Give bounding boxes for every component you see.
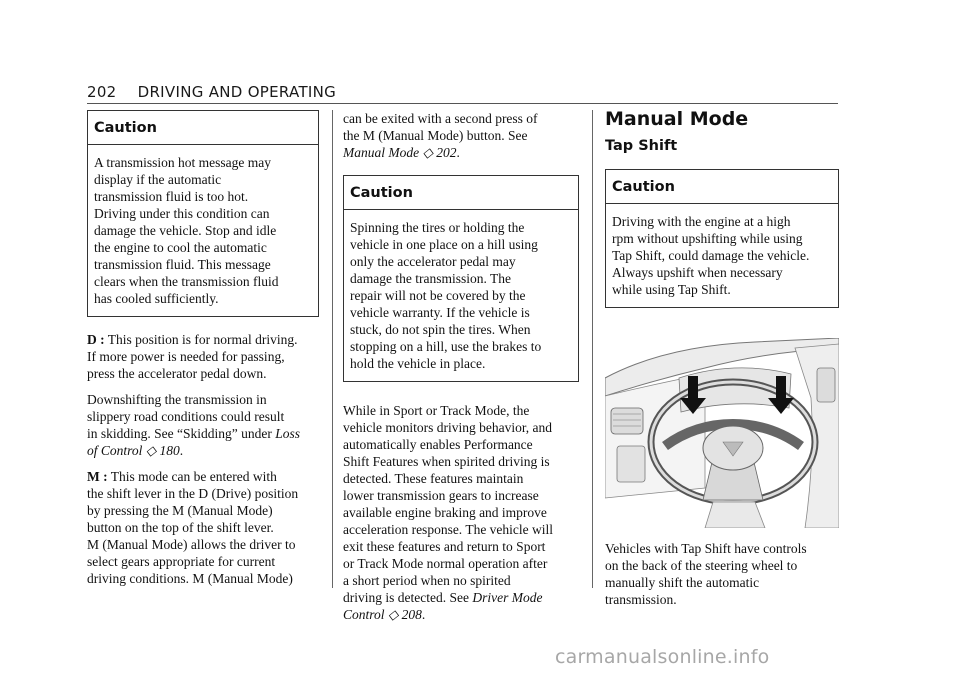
text: slippery road conditions could result [87, 409, 285, 424]
caution-line: Always upshift when necessary [612, 265, 783, 280]
text: the M (Manual Mode) button. See [343, 128, 528, 143]
caution-line: while using Tap Shift. [612, 282, 731, 297]
caution-title: Caution [88, 111, 318, 145]
text: . [421, 607, 426, 622]
caution-line: transmission fluid is too hot. [94, 189, 249, 204]
caution-body [344, 210, 578, 381]
caution-line: display if the automatic [94, 172, 222, 187]
caution-line: transmission fluid. This message [94, 257, 271, 272]
text: Vehicles with Tap Shift have controls [605, 541, 807, 556]
drive-paragraph [87, 331, 319, 382]
caution-title: Caution [344, 176, 578, 210]
caution-line: clears when the transmission fluid [94, 274, 279, 289]
page-reference[interactable]: ◇ 208 [384, 607, 422, 622]
sport-mode-paragraph [343, 402, 579, 623]
downshift-paragraph [87, 391, 319, 459]
caution-line: vehicle in one place on a hill using [350, 237, 538, 252]
text: press the accelerator pedal down. [87, 366, 267, 381]
page-header [87, 83, 336, 101]
text: lower transmission gears to increase [343, 488, 539, 503]
caution-body [606, 204, 838, 307]
column-divider-1 [332, 110, 333, 588]
page-reference[interactable]: ◇ 180 [142, 443, 180, 458]
steering-wheel-illustration [605, 338, 839, 528]
caution-line: hold the vehicle in place. [350, 356, 486, 371]
caution-line: the engine to cool the automatic [94, 240, 267, 255]
drive-label: D : [87, 332, 105, 347]
text: select gears appropriate for current [87, 554, 276, 569]
column-1 [87, 110, 319, 596]
header-rule [87, 103, 838, 104]
column-2 [343, 110, 579, 632]
page-number: 202 [87, 83, 117, 101]
text: exit these features and return to Sport [343, 539, 546, 554]
caution-line: vehicle warranty. If the vehicle is [350, 305, 530, 320]
text: transmission. [605, 592, 677, 607]
text: This position is for normal driving. [104, 332, 298, 347]
manual-label: M : [87, 469, 108, 484]
text: available engine braking and improve [343, 505, 547, 520]
text: in skidding. See “Skidding” under [87, 426, 276, 441]
text: If more power is needed for passing, [87, 349, 285, 364]
caution-line: stopping on a hill, use the brakes to [350, 339, 542, 354]
caution-line: Spinning the tires or holding the [350, 220, 525, 235]
text: This mode can be entered with [107, 469, 277, 484]
caution-line: has cooled sufficiently. [94, 291, 219, 306]
caution-body [88, 145, 318, 316]
driver-mode-control-link[interactable]: Driver Mode [472, 590, 543, 605]
caution-line: Tap Shift, could damage the vehicle. [612, 248, 810, 263]
caution-title: Caution [606, 170, 838, 204]
manual-mode-link[interactable]: Manual Mode [343, 145, 420, 160]
text: Downshifting the transmission in [87, 392, 267, 407]
text: acceleration response. The vehicle will [343, 522, 554, 537]
caution-line: stuck, do not spin the tires. When [350, 322, 531, 337]
column-divider-2 [592, 110, 593, 588]
text: Shift Features when spirited driving is [343, 454, 550, 469]
caution-box-transmission-hot [87, 110, 319, 317]
text: can be exited with a second press of [343, 111, 538, 126]
caution-line: only the accelerator pedal may [350, 254, 516, 269]
text: vehicle monitors driving behavior, and [343, 420, 553, 435]
text: on the back of the steering wheel to [605, 558, 798, 573]
text: a short period when no spirited [343, 573, 511, 588]
subsection-heading: Tap Shift [605, 138, 678, 154]
loss-of-control-link[interactable]: Loss [275, 426, 300, 441]
text: detected. These features maintain [343, 471, 524, 486]
text: driving conditions. M (Manual Mode) [87, 571, 293, 586]
caution-line: repair will not be covered by the [350, 288, 526, 303]
text: by pressing the M (Manual Mode) [87, 503, 273, 518]
text: button on the top of the shift lever. [87, 520, 274, 535]
section-title: DRIVING AND OPERATING [137, 83, 337, 101]
manual-paragraph [87, 468, 319, 587]
caution-box-spinning-tires [343, 175, 579, 382]
text: driving is detected. See [343, 590, 473, 605]
column-3 [605, 110, 839, 617]
caution-line: Driving under this condition can [94, 206, 270, 221]
caution-line: damage the transmission. The [350, 271, 511, 286]
text: automatically enables Performance [343, 437, 533, 452]
text: or Track Mode normal operation after [343, 556, 548, 571]
watermark: carmanualsonline.info [555, 646, 770, 668]
text: While in Sport or Track Mode, the [343, 403, 530, 418]
text: . [456, 145, 460, 160]
page-reference[interactable]: ◇ 202 [419, 145, 457, 160]
caution-line: damage the vehicle. Stop and idle [94, 223, 277, 238]
text: . [179, 443, 184, 458]
loss-of-control-link-cont[interactable]: of Control [87, 443, 143, 458]
caution-line: rpm without upshifting while using [612, 231, 803, 246]
text: M (Manual Mode) allows the driver to [87, 537, 296, 552]
text: manually shift the automatic [605, 575, 760, 590]
manual-continued-paragraph [343, 110, 579, 161]
text: the shift lever in the D (Drive) position [87, 486, 299, 501]
caution-line: Driving with the engine at a high [612, 214, 791, 229]
tap-shift-paragraph [605, 540, 839, 608]
section-heading: Manual Mode [605, 108, 749, 130]
caution-line: A transmission hot message may [94, 155, 271, 170]
driver-mode-control-link-cont[interactable]: Control [343, 607, 385, 622]
caution-box-tap-shift [605, 169, 839, 308]
